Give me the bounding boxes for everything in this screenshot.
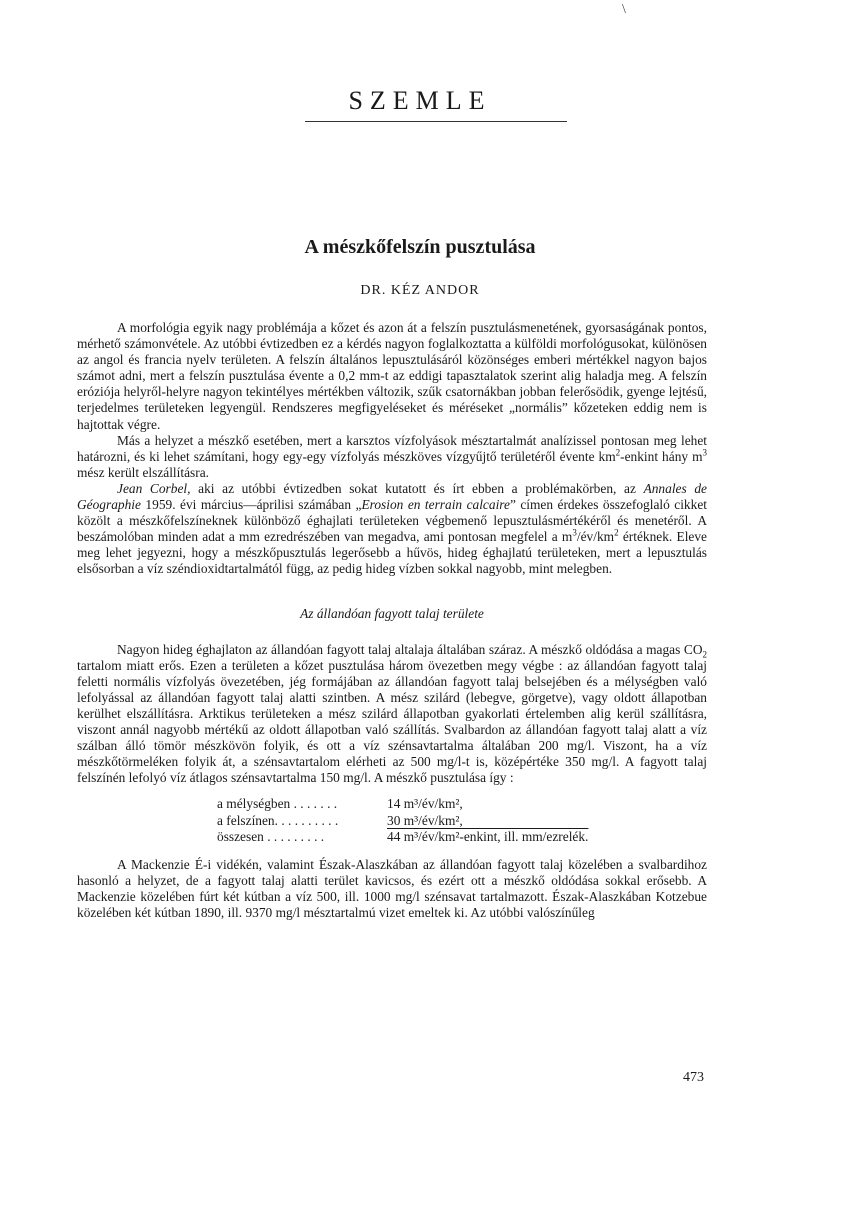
paragraph-4-text-a: Nagyon hideg éghajlaton az állandóan fagyott talaj altalaja általában száraz. A mészkő oldódása a magas CO — [117, 641, 703, 657]
section-rule — [305, 121, 567, 122]
paragraph-3-text-e: értéknek. Eleve meg lehet jegyezni, hogy a mészkőpusztulás legerősebb a hűvös, hideg éghajlatú területeken, mert a lepusztulás elsősorban a víz széndioxidtartalmától függ, az pedig hideg vízben sokkal nagyobb, mint melegben. — [77, 529, 707, 577]
article-title: A mészkőfelszín pusztulása — [304, 236, 536, 258]
paragraph-2-text-c: mész került elszállításra. — [77, 464, 209, 480]
measurement-label: összesen . . . . . . . . . — [217, 828, 325, 844]
paragraph-2-text-a: Más a helyzet a mészkő esetében, mert a karsztos vízfolyások mésztartalmát analízissel pontosan meg lehet határozni, és ki lehet számítani, hogy egy-egy vízfolyás mészköves vízgyűjtő területéről évente km — [77, 432, 707, 464]
superscript: 3 — [572, 527, 577, 538]
paragraph-3-text-a: aki az utóbbi évtizedben sokat kutatott és írt ebben a problémakörben, az — [190, 480, 644, 496]
superscript: 3 — [702, 447, 707, 458]
measurement-label: a felszínen. . . . . . . . . . — [217, 812, 339, 828]
article-body — [77, 320, 707, 921]
subheading: Az állandóan fagyott talaj területe — [300, 605, 484, 621]
paragraph-3-text-c: ” címen érdekes összefoglaló cikket közölt a mészkőfelszíneknek különböző éghajlati területeken végbemenő lepusztulásmértékéről és menetéről. A beszámolóban minden adat a mm ezredrészében van megadva, ami pontosan megfelel a m — [77, 497, 707, 545]
corner-mark: \ — [622, 2, 626, 17]
measurement-row — [217, 796, 707, 812]
measurement-value: 14 m³/év/km², — [387, 796, 463, 812]
section-title: SZEMLE — [348, 86, 492, 115]
paragraph-1: A morfológia egyik nagy problémája a kőzet és azon át a felszín pusztulásmenetének, gyorsaságának pontos, mérhető számonvétele. Az utóbbi évtizedben ez a kérdés nagyon foglalkoztatta a külföldi morfológusokat, különösen az angol és francia nyelv területen. A felszín általános lepusztulásáról közönséges emberi mértékkel nagyon bajos számot adni, mert a felszín pusztulása évente a 0,2 mm-t az eddigi tapasztalatok szerint alig haladja meg. A felszín eróziója helyről-helyre nagyon tekintélyes mértékben változik, szűk csatornákban jobban felerősödik, gyenge lejtésű, terjedelmes területeken legyengül. Rendszeres megfigyeléseket és méréseket „normális” kőzeteken eddig nem is hajtottak végre. — [77, 320, 707, 432]
cited-title: Erosion en terrain calcaire — [361, 497, 510, 513]
paragraph-3-text-b: 1959. évi március—áprilisi számában „ — [140, 497, 362, 513]
paragraph-3-text-d: /év/km — [576, 529, 615, 545]
paragraph-5: A Mackenzie É-i vidékén, valamint Észak-Alaszkában az állandóan fagyott talaj közelében a svalbardihoz hasonló a helyzet, de a fagyott talaj alatti terület kavicsos, és ezért ott a mészkő oldódása sokkal erősebb. A Mackenzie közelében fúrt két kútban a víz 500, ill. 1000 mg/l szénsavat tartalmazott. Észak-Alaszkában Kotzebue közelében két kútban 1890, ill. 9370 mg/l mésztartalmú vizet emeltek ki. Az utóbbi valószínűleg — [77, 856, 707, 920]
superscript: 2 — [614, 527, 619, 538]
journal-name: Annales de Géographie — [77, 480, 707, 513]
paragraph-2 — [77, 433, 707, 481]
paragraph-4 — [77, 642, 707, 787]
measurement-label: a mélységben . . . . . . . — [217, 796, 338, 812]
measurement-row-total — [217, 829, 707, 845]
subscript: 2 — [702, 649, 707, 660]
cited-author: Jean Corbel, — [117, 480, 191, 496]
paragraph-2-text-b: -enkint hány m — [620, 448, 703, 464]
measurement-row — [217, 813, 707, 829]
paragraph-3 — [77, 481, 707, 578]
page-number: 473 — [683, 1070, 704, 1085]
measurement-list — [217, 796, 707, 844]
paragraph-4-text-b: tartalom miatt erős. Ezen a területen a kőzet pusztulása három övezetben megy végbe : az állandóan fagyott talaj feletti normális vízfolyás övezetében, jég formájában az állandóan fagyott talaj belsejében és a mélységben való lefolyással az állandóan fagyott talaj alatti szintben. A mész szilárd (lebegve, görgetve), vagy oldott állapotban kerülhet elszállításra. Arktikus területeken a mész szilárd állapotban gyakorlati értelemben alig kerül szállításra, viszont annál nagyobb mértékű az oldott állapotban való szállítás. Svalbardon az állandóan fagyott talaj alatt a víz szálban álló tömör mészkövön folyik, és ott a víz szénsavtartalma általában 200 mg/l. Viszont, ha a víz mészkőtörmeléken folyik át, a szénsavtartalom elérheti az 500 mg/l-t is, középértéke 350 mg/l. A fagyott talaj felszínén lefolyó víz átlagos szénsavtartalma 150 mg/l. A mészkő pusztulása így : — [77, 657, 707, 786]
article-author: DR. KÉZ ANDOR — [360, 283, 480, 298]
measurement-value: 44 m³/év/km²-enkint, ill. mm/ezrelék. — [387, 828, 589, 844]
measurement-value: 30 m³/év/km², — [387, 812, 463, 828]
superscript: 2 — [615, 447, 621, 458]
